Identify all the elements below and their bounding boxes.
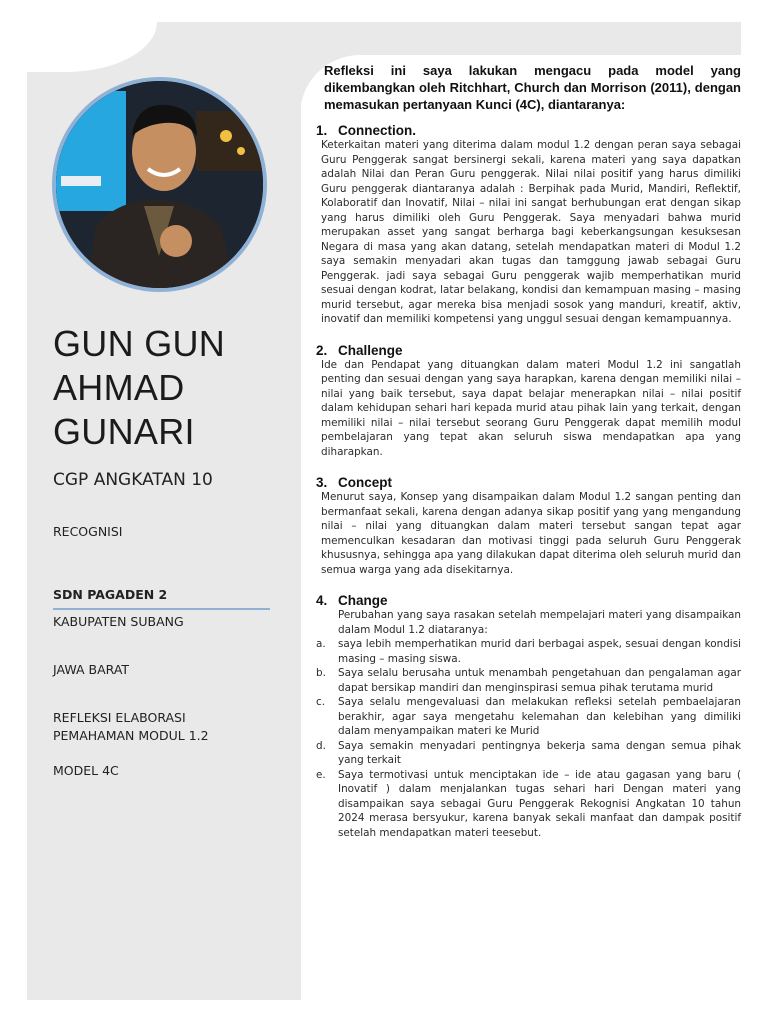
list-item xyxy=(316,739,741,768)
section-heading xyxy=(316,593,741,608)
recognition-label: RECOGNISI xyxy=(53,524,123,539)
list-item xyxy=(316,666,741,695)
list-marker: a. xyxy=(316,638,326,650)
main-content xyxy=(316,62,741,840)
section-connection xyxy=(316,123,741,327)
school-name: SDN PAGADEN 2 xyxy=(53,587,168,602)
model-label: MODEL 4C xyxy=(53,763,119,778)
section-body: Keterkaitan materi yang diterima dalam modul 1.2 dengan peran saya sebagai Guru Penggerak sangat bersinergi sekali, karena materi yang saya dapatkan adalah Nilai dan Peran Guru penggerak. Nilai nilai positif yang harus dimiliki Guru penggerak diantaranya adalah : Berpihak pada Murid, Mandiri, Reflektif, Kolaboratif dan Inovatif, Nilai – nilai ini sangat berhubungan erat dengan sikap yang harus dimiliki oleh Guru Penggerak. Saya menyadari bahwa murid merupakan asset yang sangat berharga bagi keberkangsungan kesuksesan Negara di masa yang akan datang, setelah mendapatkan materi di Modul 1.2 saya semakin menyadari akan tugas dan tamggung jawab sebagai Guru Penggerak. jadi saya sebagai Guru penggerak wajib memperhatikan murid sesuai dengan kodrat, latar belakang, kondisi dan kemampuan masing – masing murid tersebut, agar mereka bisa menjadi sosok yang manduri, kreatif, aktiv, inovatif dan memiliki kompetensi yang unggul sesuai dengan kemampuannya. xyxy=(321,139,741,325)
document-title xyxy=(53,709,293,745)
name-line-3: GUNARI xyxy=(53,411,195,452)
profile-photo xyxy=(52,77,267,292)
section-number: 4. xyxy=(316,593,328,608)
document-title-line-1: REFLEKSI ELABORASI xyxy=(53,710,186,725)
list-item xyxy=(316,768,741,841)
section-title: Concept xyxy=(338,475,392,490)
change-list xyxy=(316,637,741,840)
section-number: 3. xyxy=(316,475,328,490)
document-title-line-2: PEMAHAMAN MODUL 1.2 xyxy=(53,728,209,743)
section-change xyxy=(316,593,741,840)
regency-label: KABUPATEN SUBANG xyxy=(53,614,184,629)
list-marker: d. xyxy=(316,739,326,752)
section-heading xyxy=(316,475,741,490)
section-challenge xyxy=(316,343,741,460)
section-concept xyxy=(316,475,741,577)
section-heading xyxy=(316,343,741,358)
list-item-text: Saya termotivasi untuk menciptakan ide – ide atau gagasan yang baru ( Inovatif ) dalam menjalankan tugas sehari hari Dengan materi yang disampaikan saya sebagai Guru Penggerak Rekognisi Angkatan 10 tahun 2024 merasa bersyukur, karena banyak sekali manfaat dan dampak positif setelah mendapatkan materi teesebut. xyxy=(338,768,741,839)
section-title: Challenge xyxy=(338,342,403,358)
list-item-text: saya lebih memperhatikan murid dari berbagai aspek, sesuai dengan kondisi masing – masing siswa. xyxy=(338,638,741,665)
name-line-1: GUN GUN xyxy=(53,323,226,364)
list-item xyxy=(316,637,741,666)
list-item-text: Saya selalu berusaha untuk menambah pengetahuan dan pengalaman agar dapat bersikap mandiri dan menginspirasi semua pihak terutama murid xyxy=(338,667,741,694)
province-label: JAWA BARAT xyxy=(53,662,130,677)
list-item xyxy=(316,695,741,739)
profile-name xyxy=(53,322,293,454)
list-marker: c. xyxy=(316,696,326,708)
section-number: 1. xyxy=(316,123,328,138)
sidebar-divider xyxy=(53,608,270,610)
section-body: Perubahan yang saya rasakan setelah mempelajari materi yang disampaikan dalam Modul 1.2 diataranya: xyxy=(338,609,741,636)
intro-paragraph: Refleksi ini saya lakukan mengacu pada model yang dikembangkan oleh Ritchhart, Church dan Morrison (2011), dengan memasukan pertanyaan Kunci (4C), diantaranya: xyxy=(324,63,741,112)
section-body: Menurut saya, Konsep yang disampaikan dalam Modul 1.2 sangan penting dan bermanfaat sekali, karena dengan adanya sikap positif yang yang mengandung nilai – nilai yang dituangkan dalam materi tersebut sangan tepat agar memenculkan kesadaran dan motivasi tinggi pada seluruh Guru Penggerak khususnya, sehingga apa yang dilakukan dapat diterima oleh seluruh murid dan semua warga yang ada disekitarnya. xyxy=(321,491,741,576)
section-heading xyxy=(316,123,741,138)
section-title: Change xyxy=(338,593,388,608)
section-number: 2. xyxy=(316,342,328,358)
profile-photo-illustration xyxy=(56,81,263,288)
section-body: Ide dan Pendapat yang dituangkan dalam materi Modul 1.2 ini sangatlah penting dan sesuai dengan yang saya harapkan, karena dengan memiliki nilai – nilai yang baik tersebut, saya dapat belajar menerapkan nilai – nilai positif dalam kehidupan sehari hari kepada murid atau pihak lain yang terkait, dengan memiliki nilai – nilai tersebut seorang Guru Penggerak dapat memilih modul pembelajaran yang tepat akan seluruh siswa mendapatkan apa yang diharapkan. xyxy=(321,358,741,458)
section-title: Connection. xyxy=(338,123,416,138)
name-line-2: AHMAD xyxy=(53,367,185,408)
list-item-text: Saya selalu mengevaluasi dan melakukan refleksi setelah pembaelajaran berakhir, agar saya mengetahu kelemahan dan kelebihan yang dimiliki dalam menyampaikan materi ke Murid xyxy=(338,696,741,737)
list-marker: e. xyxy=(316,768,326,781)
list-marker: b. xyxy=(316,667,326,679)
list-item-text: Saya semakin menyadari pentingnya bekerja sama dengan semua pihak yang terkait xyxy=(338,739,741,766)
cohort-label: CGP ANGKATAN 10 xyxy=(53,470,213,490)
